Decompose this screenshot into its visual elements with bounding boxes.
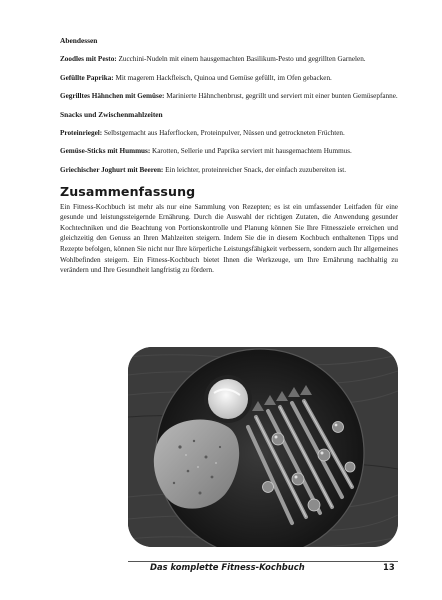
recipe-title: Gefüllte Paprika: [60,73,114,82]
recipe-entry [60,128,398,139]
recipe-title: Gegrilltes Hähnchen mit Gemüse: [60,92,165,101]
recipe-entry [60,146,398,157]
recipe-description: Mit magerem Hackfleisch, Quinoa und Gemüse gefüllt, im Ofen gebacken. [115,73,332,82]
recipe-entry [60,73,398,84]
food-photo [128,347,398,547]
recipe-entry [60,54,398,65]
section-heading-abendessen: Abendessen [60,36,98,45]
page-number: 13 [383,562,395,572]
food-photo-illustration [128,347,398,547]
recipe-description: Marinierte Hähnchenbrust, gegrillt und serviert mit einer bunten Gemüsepfanne. [166,92,398,101]
recipe-description: Zucchini-Nudeln mit einem hausgemachten Basilikum-Pesto und gegrillten Garnelen. [118,55,366,63]
recipe-entry [60,91,398,102]
section-heading-snacks: Snacks und Zwischenmahlzeiten [60,109,163,119]
footer-book-title: Das komplette Fitness-Kochbuch [150,562,305,572]
recipe-title: Gemüse-Sticks mit Hummus: [60,147,151,156]
recipe-entry [60,165,398,176]
summary-paragraph: Ein Fitness-Kochbuch ist mehr als nur eine Sammlung von Rezepten; es ist ein umfassender Leitfaden für eine gesunde und leistungssteigernde Ernährung. Durch die Auswahl der richtigen Zutaten, die Anwendung gesunder Kochtechniken und die Beachtung von Portionskontrolle und Planung können Sie Ihre Fitnessziele erreichen und gleichzeitig den Genuss an Ihren Mahlzeiten steigern. Indem Sie die in diesem Kochbuch enthaltenen Tipps und Rezepte befolgen, können Sie nicht nur Ihre körperliche Leistungsfähigkeit verbessern, sondern auch Ihr allgemeines Wohlbefinden steigern. Ein Fitness-Kochbuch bietet Ihnen die Werkzeuge, um Ihre Ernährung nachhaltig zu verändern und Ihre Gesundheit langfristig zu fördern. [60,202,398,275]
recipe-description: Karotten, Sellerie und Paprika serviert mit hausgemachtem Hummus. [152,147,352,156]
recipe-title: Proteinriegel: [60,128,103,137]
recipe-title: Griechischer Joghurt mit Beeren: [60,165,164,174]
recipe-description: Selbstgemacht aus Haferflocken, Proteinpulver, Nüssen und getrockneten Früchten. [103,128,345,137]
summary-heading: Zusammenfassung [60,183,196,199]
recipe-title: Zoodles mit Pesto: [60,55,117,63]
page-content [60,36,398,276]
recipe-description: Ein leichter, proteinreicher Snack, der einfach zuzubereiten ist. [165,165,347,174]
